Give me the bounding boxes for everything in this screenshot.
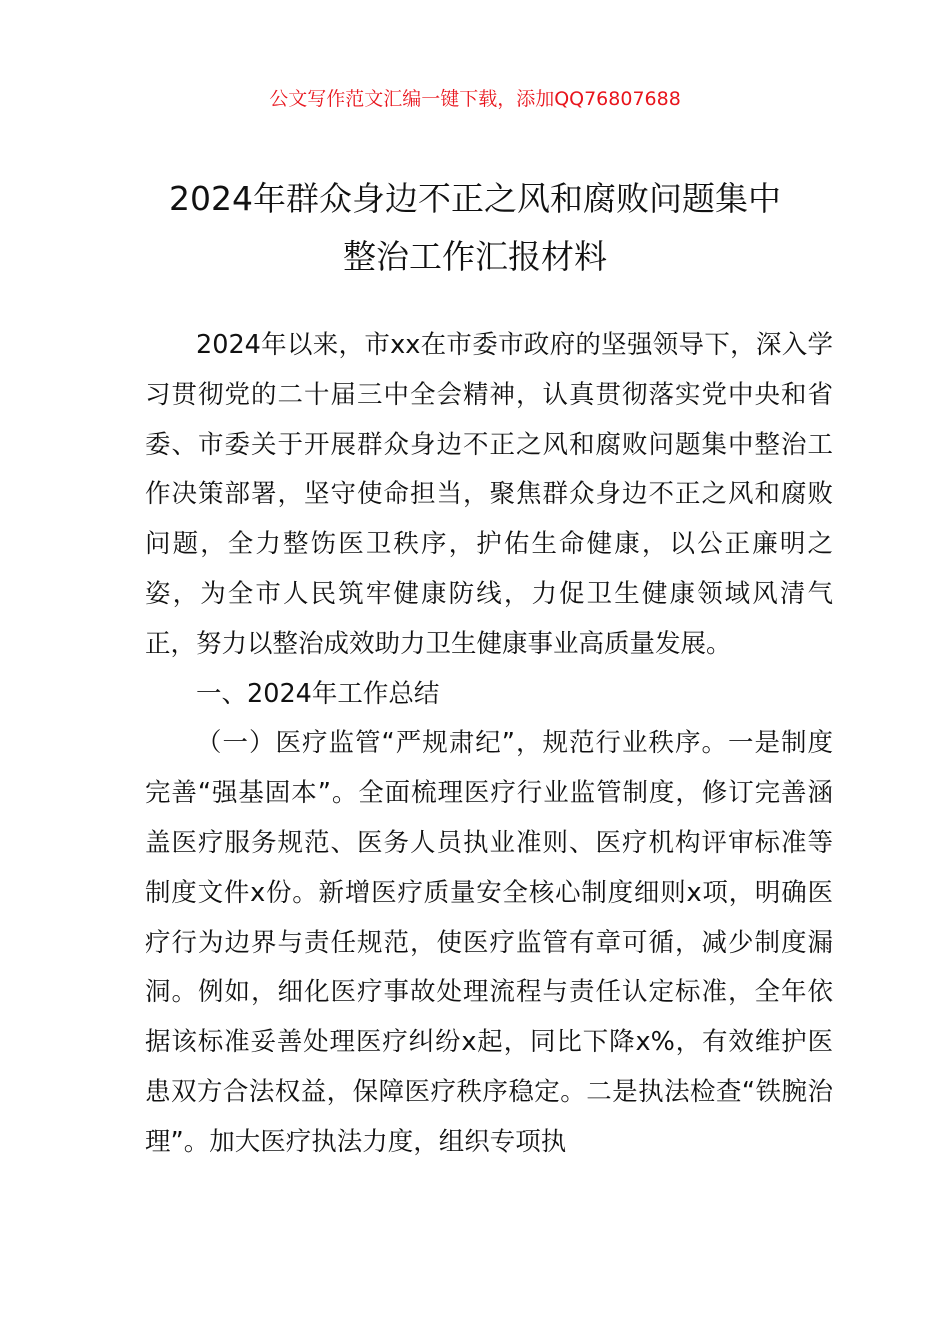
- download-banner[interactable]: 公文写作范文汇编一键下载，添加QQ76807688: [269, 88, 681, 110]
- document-title: [100, 170, 850, 286]
- section-heading: 一、2024年工作总结: [196, 678, 440, 709]
- intro-paragraph: 2024年以来，市xx在市委市政府的坚强领导下，深入学习贯彻党的二十届三中全会精神，认真贯彻落实党中央和省委、市委关于开展群众身边不正之风和腐败问题集中整治工作决策部署，坚守使命担当，聚焦群众身边不正之风和腐败问题，全力整饬医卫秩序，护佑生命健康，以公正廉明之姿，为全市人民筑牢健康防线，力促卫生健康领域风清气正，努力以整治成效助力卫生健康事业高质量发展。: [145, 330, 833, 659]
- document-body: [145, 321, 833, 1168]
- title-line-1: 2024年群众身边不正之风和腐败问题集中: [169, 179, 781, 218]
- subsection-paragraph: （一）医疗监管“严规肃纪”，规范行业秩序。一是制度完善“强基固本”。全面梳理医疗行业监管制度，修订完善涵盖医疗服务规范、医务人员执业准则、医疗机构评审标准等制度文件x份。新增医疗质量安全核心制度细则x项，明确医疗行为边界与责任规范，使医疗监管有章可循，减少制度漏洞。例如，细化医疗事故处理流程与责任认定标准，全年依据该标准妥善处理医疗纠纷x起，同比下降x%，有效维护医患双方合法权益，保障医疗秩序稳定。二是执法检查“铁腕治理”。加大医疗执法力度，组织专项执: [145, 728, 833, 1157]
- title-line-2: 整治工作汇报材料: [343, 237, 607, 276]
